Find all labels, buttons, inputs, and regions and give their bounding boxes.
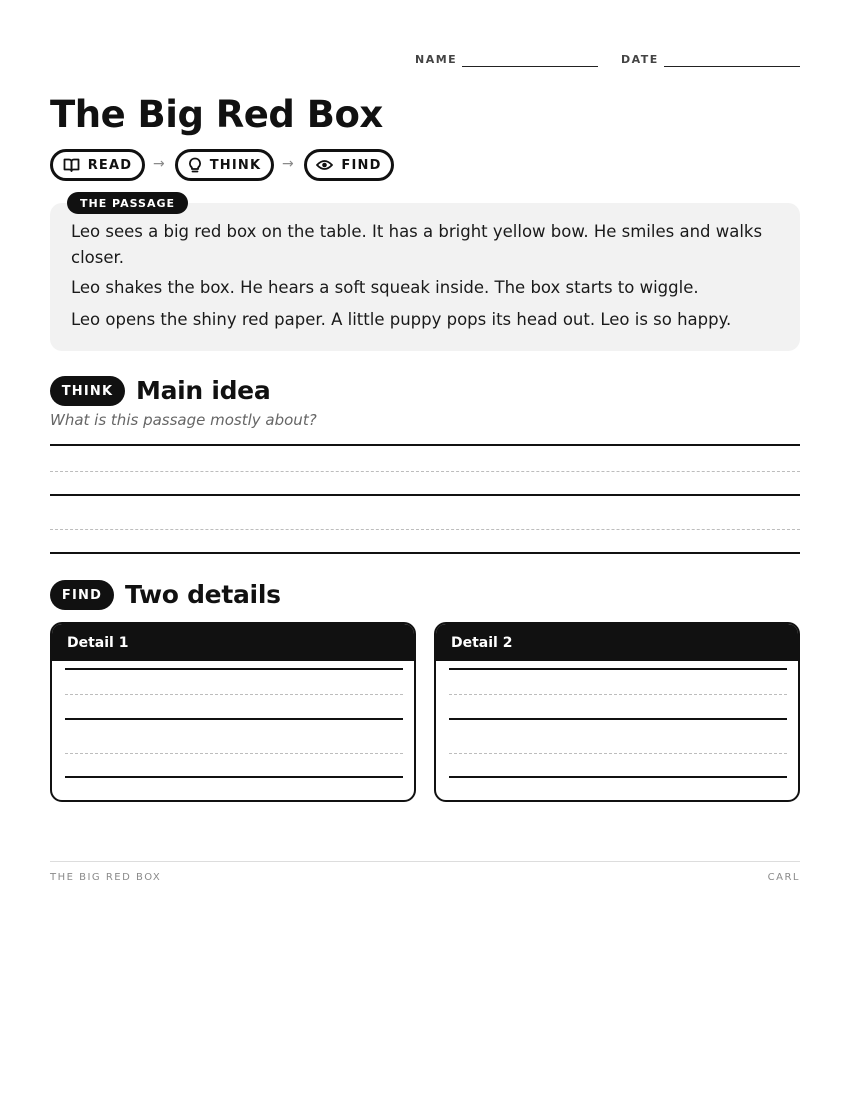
footer-divider (50, 861, 800, 862)
find-badge: FIND (50, 580, 114, 610)
date-field[interactable] (664, 66, 800, 67)
footer-left: THE BIG RED BOX (50, 872, 162, 883)
lightbulb-icon (188, 157, 202, 174)
date-label: DATE (621, 53, 659, 66)
step-read-label: READ (87, 157, 133, 173)
writing-line (50, 444, 800, 446)
name-label: NAME (415, 53, 458, 66)
step-find-label: FIND (341, 157, 382, 173)
passage-paragraph: Leo opens the shiny red paper. A little puppy pops its head out. Leo is so happy. (71, 310, 732, 329)
footer-right: CARL (767, 872, 800, 883)
step-read (50, 149, 145, 181)
guide-line (449, 753, 787, 754)
writing-line (65, 668, 403, 670)
step-arrow: → (282, 156, 294, 172)
eye-icon (316, 159, 333, 171)
passage-tag: THE PASSAGE (67, 192, 188, 214)
guide-line (65, 753, 403, 754)
guide-line (449, 694, 787, 695)
passage-paragraph: Leo sees a big red box on the table. It has a bright yellow bow. He smiles and walks closer. (71, 222, 763, 267)
think-badge: THINK (50, 376, 125, 406)
guide-line (65, 694, 403, 695)
writing-line (449, 668, 787, 670)
detail-card (50, 622, 416, 802)
detail-card-header: Detail 2 (436, 624, 798, 661)
guide-line (50, 529, 800, 530)
detail-card-header: Detail 1 (52, 624, 414, 661)
step-think-label: THINK (209, 157, 262, 173)
page-title: The Big Red Box (50, 93, 383, 136)
writing-line (449, 718, 787, 720)
step-find (304, 149, 394, 181)
writing-line (50, 552, 800, 554)
detail-card (434, 622, 800, 802)
details-title: Two details (125, 580, 281, 609)
name-field[interactable] (462, 66, 598, 67)
writing-line (65, 776, 403, 778)
writing-line (449, 776, 787, 778)
book-icon (63, 157, 80, 173)
main-idea-title: Main idea (136, 376, 271, 405)
step-think (175, 149, 274, 181)
main-idea-prompt: What is this passage mostly about? (50, 411, 317, 429)
guide-line (50, 471, 800, 472)
writing-line (65, 718, 403, 720)
writing-line (50, 494, 800, 496)
step-arrow: → (153, 156, 165, 172)
passage-paragraph: Leo shakes the box. He hears a soft squeak inside. The box starts to wiggle. (71, 278, 699, 297)
